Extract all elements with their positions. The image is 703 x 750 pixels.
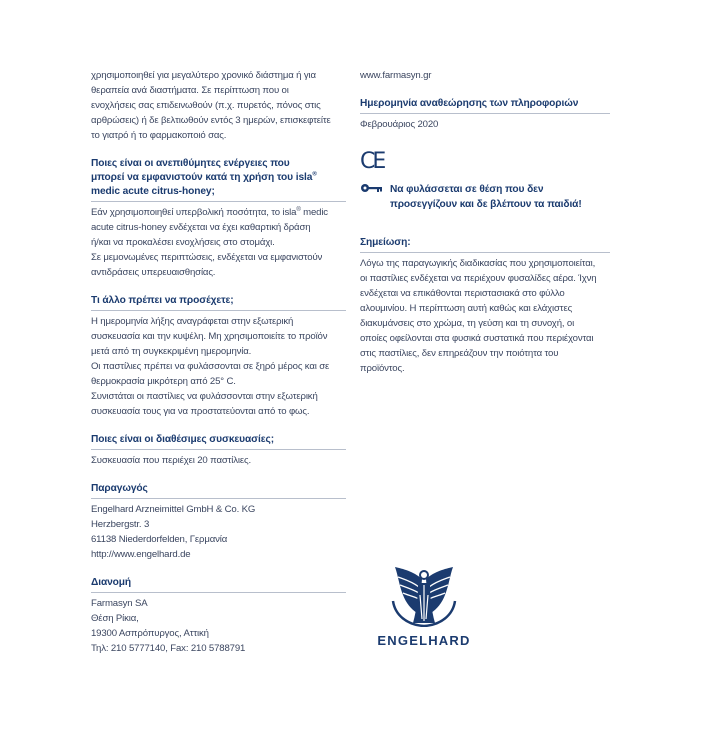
section-divider xyxy=(91,498,346,499)
distribution-line: Θέση Ρίκια, xyxy=(91,613,139,624)
intro-line: αρθρώσεις) ή δε βελτιωθούν εντός 3 ημερών, επισκεφτείτε xyxy=(91,115,331,126)
intro-line: θεραπεία ανά διαστήματα. Σε περίπτωση που οι xyxy=(91,85,289,96)
distribution-heading: Διανομή xyxy=(91,577,132,588)
farmasyn-website-link[interactable]: www.farmasyn.gr xyxy=(360,70,432,81)
packs-body: Συσκευασία που περιέχει 20 παστίλιες. xyxy=(91,455,251,466)
side-effects-line: ή/και να προκαλέσει ενοχλήσεις στο στομάχι. xyxy=(91,237,275,248)
note-line: ενδέχεται να επικάθονται περιστασιακά στο φύλλο xyxy=(360,288,565,299)
other-line: Συνιστάται οι παστίλιες να φυλάσσονται στην εξωτερική xyxy=(91,391,318,402)
manufacturer-website-link[interactable]: http://www.engelhard.de xyxy=(91,549,191,560)
packs-section xyxy=(91,433,346,468)
note-line: διακυμάνσεις στο χρώμα, τη γεύση και τη συνοχή, οι xyxy=(360,318,575,329)
side-effects-line: Σε μεμονωμένες περιπτώσεις, ενδέχεται να εμφανιστούν xyxy=(91,252,323,263)
manufacturer-heading: Παραγωγός xyxy=(91,483,148,494)
other-line: Η ημερομηνία λήξης αναγράφεται στην εξωτερική xyxy=(91,316,294,327)
section-divider xyxy=(91,592,346,593)
engelhard-angel-icon xyxy=(389,565,459,627)
section-divider xyxy=(91,201,346,202)
other-line: μετά από τη συγκεκριμένη ημερομηνία. xyxy=(91,346,252,357)
note-line: οι παστίλιες ενδέχεται να περιέχουν φυσαλίδες αέρα. Ίχνη xyxy=(360,273,597,284)
manufacturer-line: 61138 Niederdorfelden, Γερμανία xyxy=(91,534,228,545)
note-line: οποίες οφείλονται στα φυσικά συστατικά που περιέχονται xyxy=(360,333,594,344)
packs-heading: Ποιες είναι οι διαθέσιμες συσκευασίες; xyxy=(91,434,274,445)
manufacturer-line: Herzbergstr. 3 xyxy=(91,519,150,530)
other-line: Οι παστίλιες πρέπει να φυλάσσονται σε ξηρό μέρος και σε xyxy=(91,361,330,372)
revision-date: Φεβρουάριος 2020 xyxy=(360,119,439,130)
manufacturer-line: Engelhard Arzneimittel GmbH & Co. KG xyxy=(91,504,256,515)
section-divider xyxy=(91,449,346,450)
section-divider xyxy=(360,252,610,253)
intro-line: ενοχλήσεις σας επιδεινωθούν (π.χ. πυρετός, πόνος στις xyxy=(91,100,321,111)
note-section xyxy=(360,236,610,376)
other-line: συσκευασία και την κυψέλη. Μη χρησιμοποιείτε το προϊόν xyxy=(91,331,328,342)
intro-line: χρησιμοποιηθεί για μεγαλύτερο χρονικό διάστημα ή για xyxy=(91,70,316,81)
right-column xyxy=(360,68,610,376)
other-heading: Τι άλλο πρέπει να προσέχετε; xyxy=(91,295,234,306)
note-line: αλουμινίου. Η περίπτωση αυτή καθώς και ελάχιστες xyxy=(360,303,573,314)
note-heading: Σημείωση: xyxy=(360,237,411,248)
intro-line: το γιατρό ή το φαρμακοποιό σας. xyxy=(91,130,227,141)
side-effects-heading-line: medic acute citrus-honey; xyxy=(91,186,215,197)
side-effects-heading-line: μπορεί να εμφανιστούν κατά τη χρήση του isla® xyxy=(91,171,317,183)
intro-paragraph xyxy=(91,68,346,143)
other-line: θερμοκρασία μικρότερη από 25° C. xyxy=(91,376,236,387)
section-divider xyxy=(91,310,346,311)
distribution-line: Farmasyn SA xyxy=(91,598,148,609)
distribution-line: 19300 Ασπρόπυργος, Αττική xyxy=(91,628,209,639)
key-icon xyxy=(360,182,384,196)
child-safety-warning xyxy=(360,182,610,212)
side-effects-line: Εάν χρησιμοποιηθεί υπερβολική ποσότητα, το isla® medic xyxy=(91,206,328,218)
side-effects-line: αντιδράσεις υπερευαισθησίας. xyxy=(91,267,216,278)
engelhard-wordmark: ENGELHARD xyxy=(377,633,471,648)
distribution-line: Τηλ: 210 5777140, Fax: 210 5788791 xyxy=(91,643,246,654)
engelhard-logo xyxy=(370,565,478,648)
side-effects-line: acute citrus-honey ενδέχεται να έχει καθαρτική δράση xyxy=(91,222,311,233)
note-line: στις παστίλιες, δεν επηρεάζουν την ποιότητα του xyxy=(360,348,559,359)
distribution-section xyxy=(91,576,346,656)
left-column xyxy=(91,68,346,656)
other-line: συσκευασία τους για να προστατεύονται από το φως. xyxy=(91,406,310,417)
ce-mark: CE xyxy=(360,149,384,174)
section-divider xyxy=(360,113,610,114)
note-line: προϊόντος. xyxy=(360,363,405,374)
side-effects-section xyxy=(91,157,346,280)
other-section xyxy=(91,294,346,419)
note-line: Λόγω της παραγωγικής διαδικασίας που χρησιμοποιείται, xyxy=(360,258,596,269)
revision-heading: Ημερομηνία αναθεώρησης των πληροφοριών xyxy=(360,98,579,109)
side-effects-heading-line: Ποιες είναι οι ανεπιθύμητες ενέργειες που xyxy=(91,158,290,169)
warning-line: προσεγγίζουν και δε βλέπουν τα παιδιά! xyxy=(390,199,582,210)
warning-line: Να φυλάσσεται σε θέση που δεν xyxy=(390,184,544,195)
manufacturer-section xyxy=(91,482,346,562)
